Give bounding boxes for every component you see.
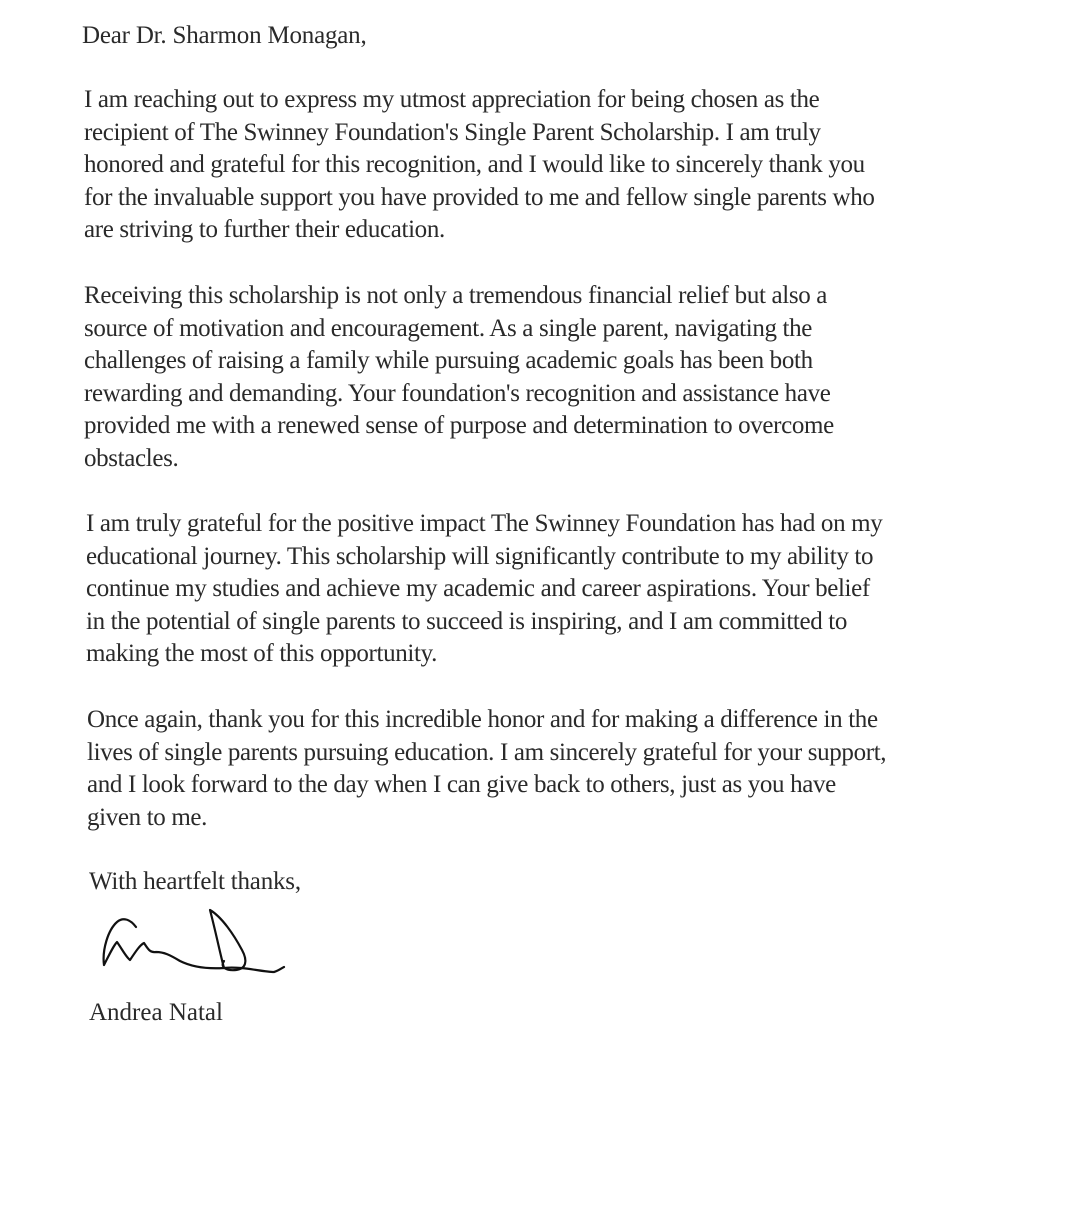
paragraph-line: educational journey. This scholarship will significantly contribute to my ability to: [86, 542, 874, 570]
signature-icon: [92, 905, 292, 980]
paragraph-line: lives of single parents pursuing education. I am sincerely grateful for your support,: [87, 738, 887, 766]
paragraph-line: in the potential of single parents to succeed is inspiring, and I am committed to: [86, 607, 848, 635]
paragraph-2: [84, 280, 834, 476]
closing: With heartfelt thanks,: [89, 868, 301, 895]
paragraph-line: given to me.: [87, 803, 208, 831]
paragraph-line: obstacles.: [84, 444, 179, 472]
paragraph-line: provided me with a renewed sense of purpose and determination to overcome: [84, 412, 834, 440]
paragraph-line: making the most of this opportunity.: [86, 640, 438, 668]
salutation: Dear Dr. Sharmon Monagan,: [82, 22, 367, 49]
paragraph-line: I am truly grateful for the positive impact The Swinney Foundation has had on my: [86, 510, 883, 537]
paragraph-line: Receiving this scholarship is not only a tremendous financial relief but also a: [84, 282, 827, 309]
paragraph-line: source of motivation and encouragement. As a single parent, navigating the: [84, 314, 813, 342]
paragraph-line: honored and grateful for this recognition, and I would like to sincerely thank you: [84, 151, 865, 179]
paragraph-3: [86, 508, 882, 671]
paragraph-line: for the invaluable support you have provided to me and fellow single parents who: [84, 183, 875, 211]
paragraph-line: Once again, thank you for this incredible honor and for making a difference in the: [87, 706, 878, 733]
paragraph-4: [87, 704, 886, 834]
paragraph-line: I am reaching out to express my utmost appreciation for being chosen as the: [84, 86, 820, 113]
paragraph-line: are striving to further their education.: [84, 216, 445, 244]
paragraph-line: and I look forward to the day when I can give back to others, just as you have: [87, 771, 836, 799]
paragraph-line: challenges of raising a family while pursuing academic goals has been both: [84, 347, 813, 375]
paragraph-line: rewarding and demanding. Your foundation's recognition and assistance have: [84, 379, 831, 407]
signer-name: Andrea Natal: [89, 999, 223, 1026]
paragraph-1: [84, 84, 875, 247]
paragraph-line: recipient of The Swinney Foundation's Single Parent Scholarship. I am truly: [84, 118, 821, 146]
paragraph-line: continue my studies and achieve my academic and career aspirations. Your belief: [86, 575, 870, 603]
